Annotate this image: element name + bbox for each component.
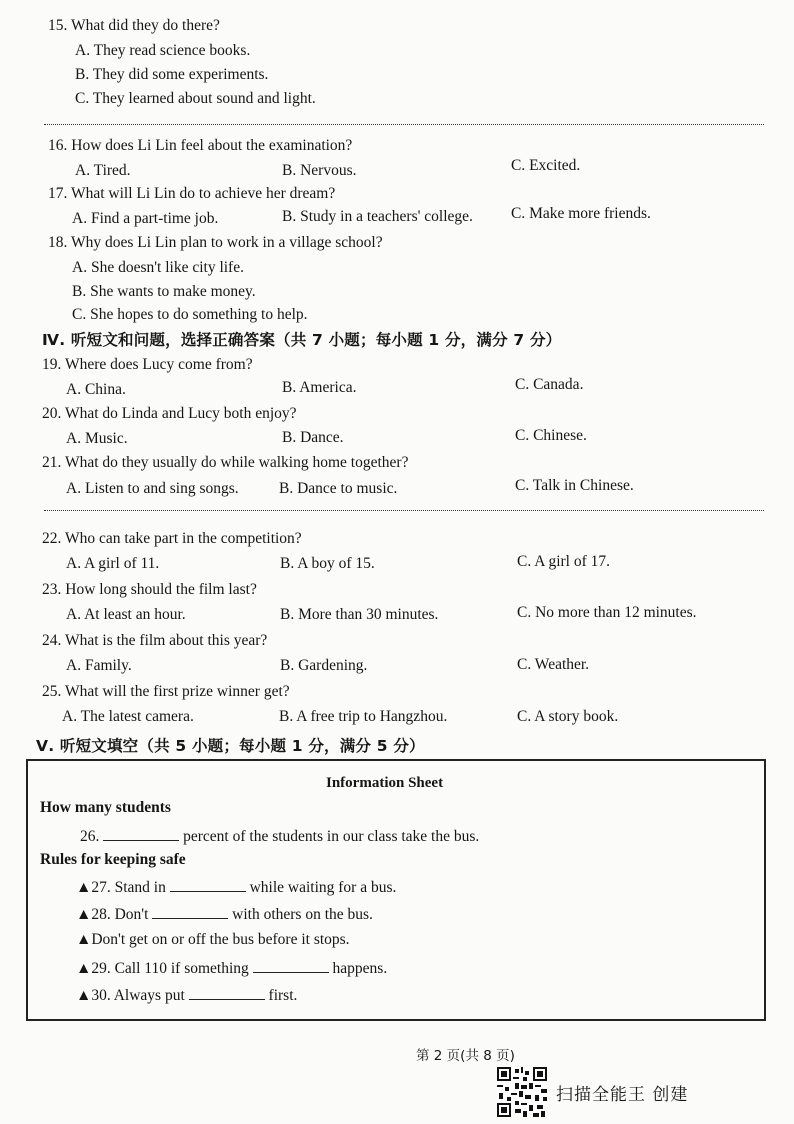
q25-option-a: A. The latest camera. <box>62 708 194 725</box>
q22-option-c: C. A girl of 17. <box>517 553 611 570</box>
question-15: 15. What did they do there? <box>48 17 220 34</box>
sheet-heading-rules: Rules for keeping safe <box>40 851 186 868</box>
question-21: 21. What do they usually do while walking home together? <box>42 454 409 471</box>
q17-option-c: C. Make more friends. <box>511 205 651 222</box>
sheet-heading-how-many: How many students <box>40 799 171 816</box>
divider-dotted-1 <box>44 124 764 125</box>
blank-28[interactable] <box>152 904 228 919</box>
item-28-prefix: ▲28. Don't <box>76 906 149 923</box>
q15-option-a: A. They read science books. <box>75 42 251 59</box>
q18-option-b: B. She wants to make money. <box>72 283 256 300</box>
item-29-prefix: ▲29. Call 110 if something <box>76 960 249 977</box>
question-19: 19. Where does Lucy come from? <box>42 356 253 373</box>
item-27-prefix: ▲27. Stand in <box>76 879 166 896</box>
question-24: 24. What is the film about this year? <box>42 632 268 649</box>
question-23: 23. How long should the film last? <box>42 581 257 598</box>
blank-27[interactable] <box>170 877 246 892</box>
blank-29[interactable] <box>253 958 329 973</box>
q21-option-b: B. Dance to music. <box>279 480 398 497</box>
q20-option-a: A. Music. <box>66 430 128 447</box>
sheet-item-29 <box>76 958 387 978</box>
question-22: 22. Who can take part in the competition? <box>42 530 302 547</box>
q24-option-b: B. Gardening. <box>280 657 368 674</box>
sheet-item-30 <box>76 985 297 1005</box>
q21-option-a: A. Listen to and sing songs. <box>66 480 239 497</box>
question-20: 20. What do Linda and Lucy both enjoy? <box>42 405 297 422</box>
blank-26[interactable] <box>103 826 179 841</box>
q18-option-a: A. She doesn't like city life. <box>72 259 244 276</box>
page-number: 第 2 页(共 8 页) <box>416 1048 515 1064</box>
q20-option-c: C. Chinese. <box>515 427 587 444</box>
qr-code-icon <box>497 1067 547 1117</box>
q19-option-b: B. America. <box>282 379 357 396</box>
q21-option-c: C. Talk in Chinese. <box>515 477 634 494</box>
question-18: 18. Why does Li Lin plan to work in a village school? <box>48 234 383 251</box>
q15-option-b: B. They did some experiments. <box>75 66 269 83</box>
q18-option-c: C. She hopes to do something to help. <box>72 306 308 323</box>
q25-option-c: C. A story book. <box>517 708 619 725</box>
q17-option-b: B. Study in a teachers' college. <box>282 208 473 225</box>
item-30-prefix: ▲30. Always put <box>76 987 185 1004</box>
section-5-heading: Ⅴ. 听短文填空（共 5 小题；每小题 1 分，满分 5 分） <box>36 737 425 755</box>
q22-option-a: A. A girl of 11. <box>66 555 160 572</box>
question-17: 17. What will Li Lin do to achieve her dream? <box>48 185 336 202</box>
divider-dotted-2 <box>44 510 764 511</box>
scanner-watermark: 扫描全能王 创建 <box>556 1085 689 1105</box>
blank-30[interactable] <box>189 985 265 1000</box>
question-16: 16. How does Li Lin feel about the examination? <box>48 137 353 154</box>
sheet-item-28 <box>76 904 373 924</box>
information-sheet-title: Information Sheet <box>326 775 444 791</box>
q24-option-a: A. Family. <box>66 657 132 674</box>
item-30-suffix: first. <box>268 987 298 1004</box>
question-25: 25. What will the first prize winner get? <box>42 683 290 700</box>
sheet-item-26 <box>80 826 479 846</box>
item-27-suffix: while waiting for a bus. <box>249 879 397 896</box>
q23-option-b: B. More than 30 minutes. <box>280 606 439 623</box>
item-26-text: percent of the students in our class take the bus. <box>183 828 480 845</box>
q16-option-c: C. Excited. <box>511 157 581 174</box>
q20-option-b: B. Dance. <box>282 429 344 446</box>
sheet-rule-get-off: ▲Don't get on or off the bus before it stops. <box>76 931 350 948</box>
item-28-suffix: with others on the bus. <box>232 906 373 923</box>
q17-option-a: A. Find a part-time job. <box>72 210 219 227</box>
q23-option-a: A. At least an hour. <box>66 606 186 623</box>
q16-option-a: A. Tired. <box>75 162 131 179</box>
item-29-suffix: happens. <box>332 960 388 977</box>
q16-option-b: B. Nervous. <box>282 162 357 179</box>
sheet-item-27 <box>76 877 396 897</box>
section-4-heading: Ⅳ. 听短文和问题，选择正确答案（共 7 小题；每小题 1 分，满分 7 分） <box>42 331 562 349</box>
q25-option-b: B. A free trip to Hangzhou. <box>279 708 448 725</box>
q19-option-a: A. China. <box>66 381 126 398</box>
q15-option-c: C. They learned about sound and light. <box>75 90 316 107</box>
q23-option-c: C. No more than 12 minutes. <box>517 604 697 621</box>
q19-option-c: C. Canada. <box>515 376 584 393</box>
q22-option-b: B. A boy of 15. <box>280 555 375 572</box>
q24-option-c: C. Weather. <box>517 656 590 673</box>
item-26-number: 26. <box>80 828 100 845</box>
